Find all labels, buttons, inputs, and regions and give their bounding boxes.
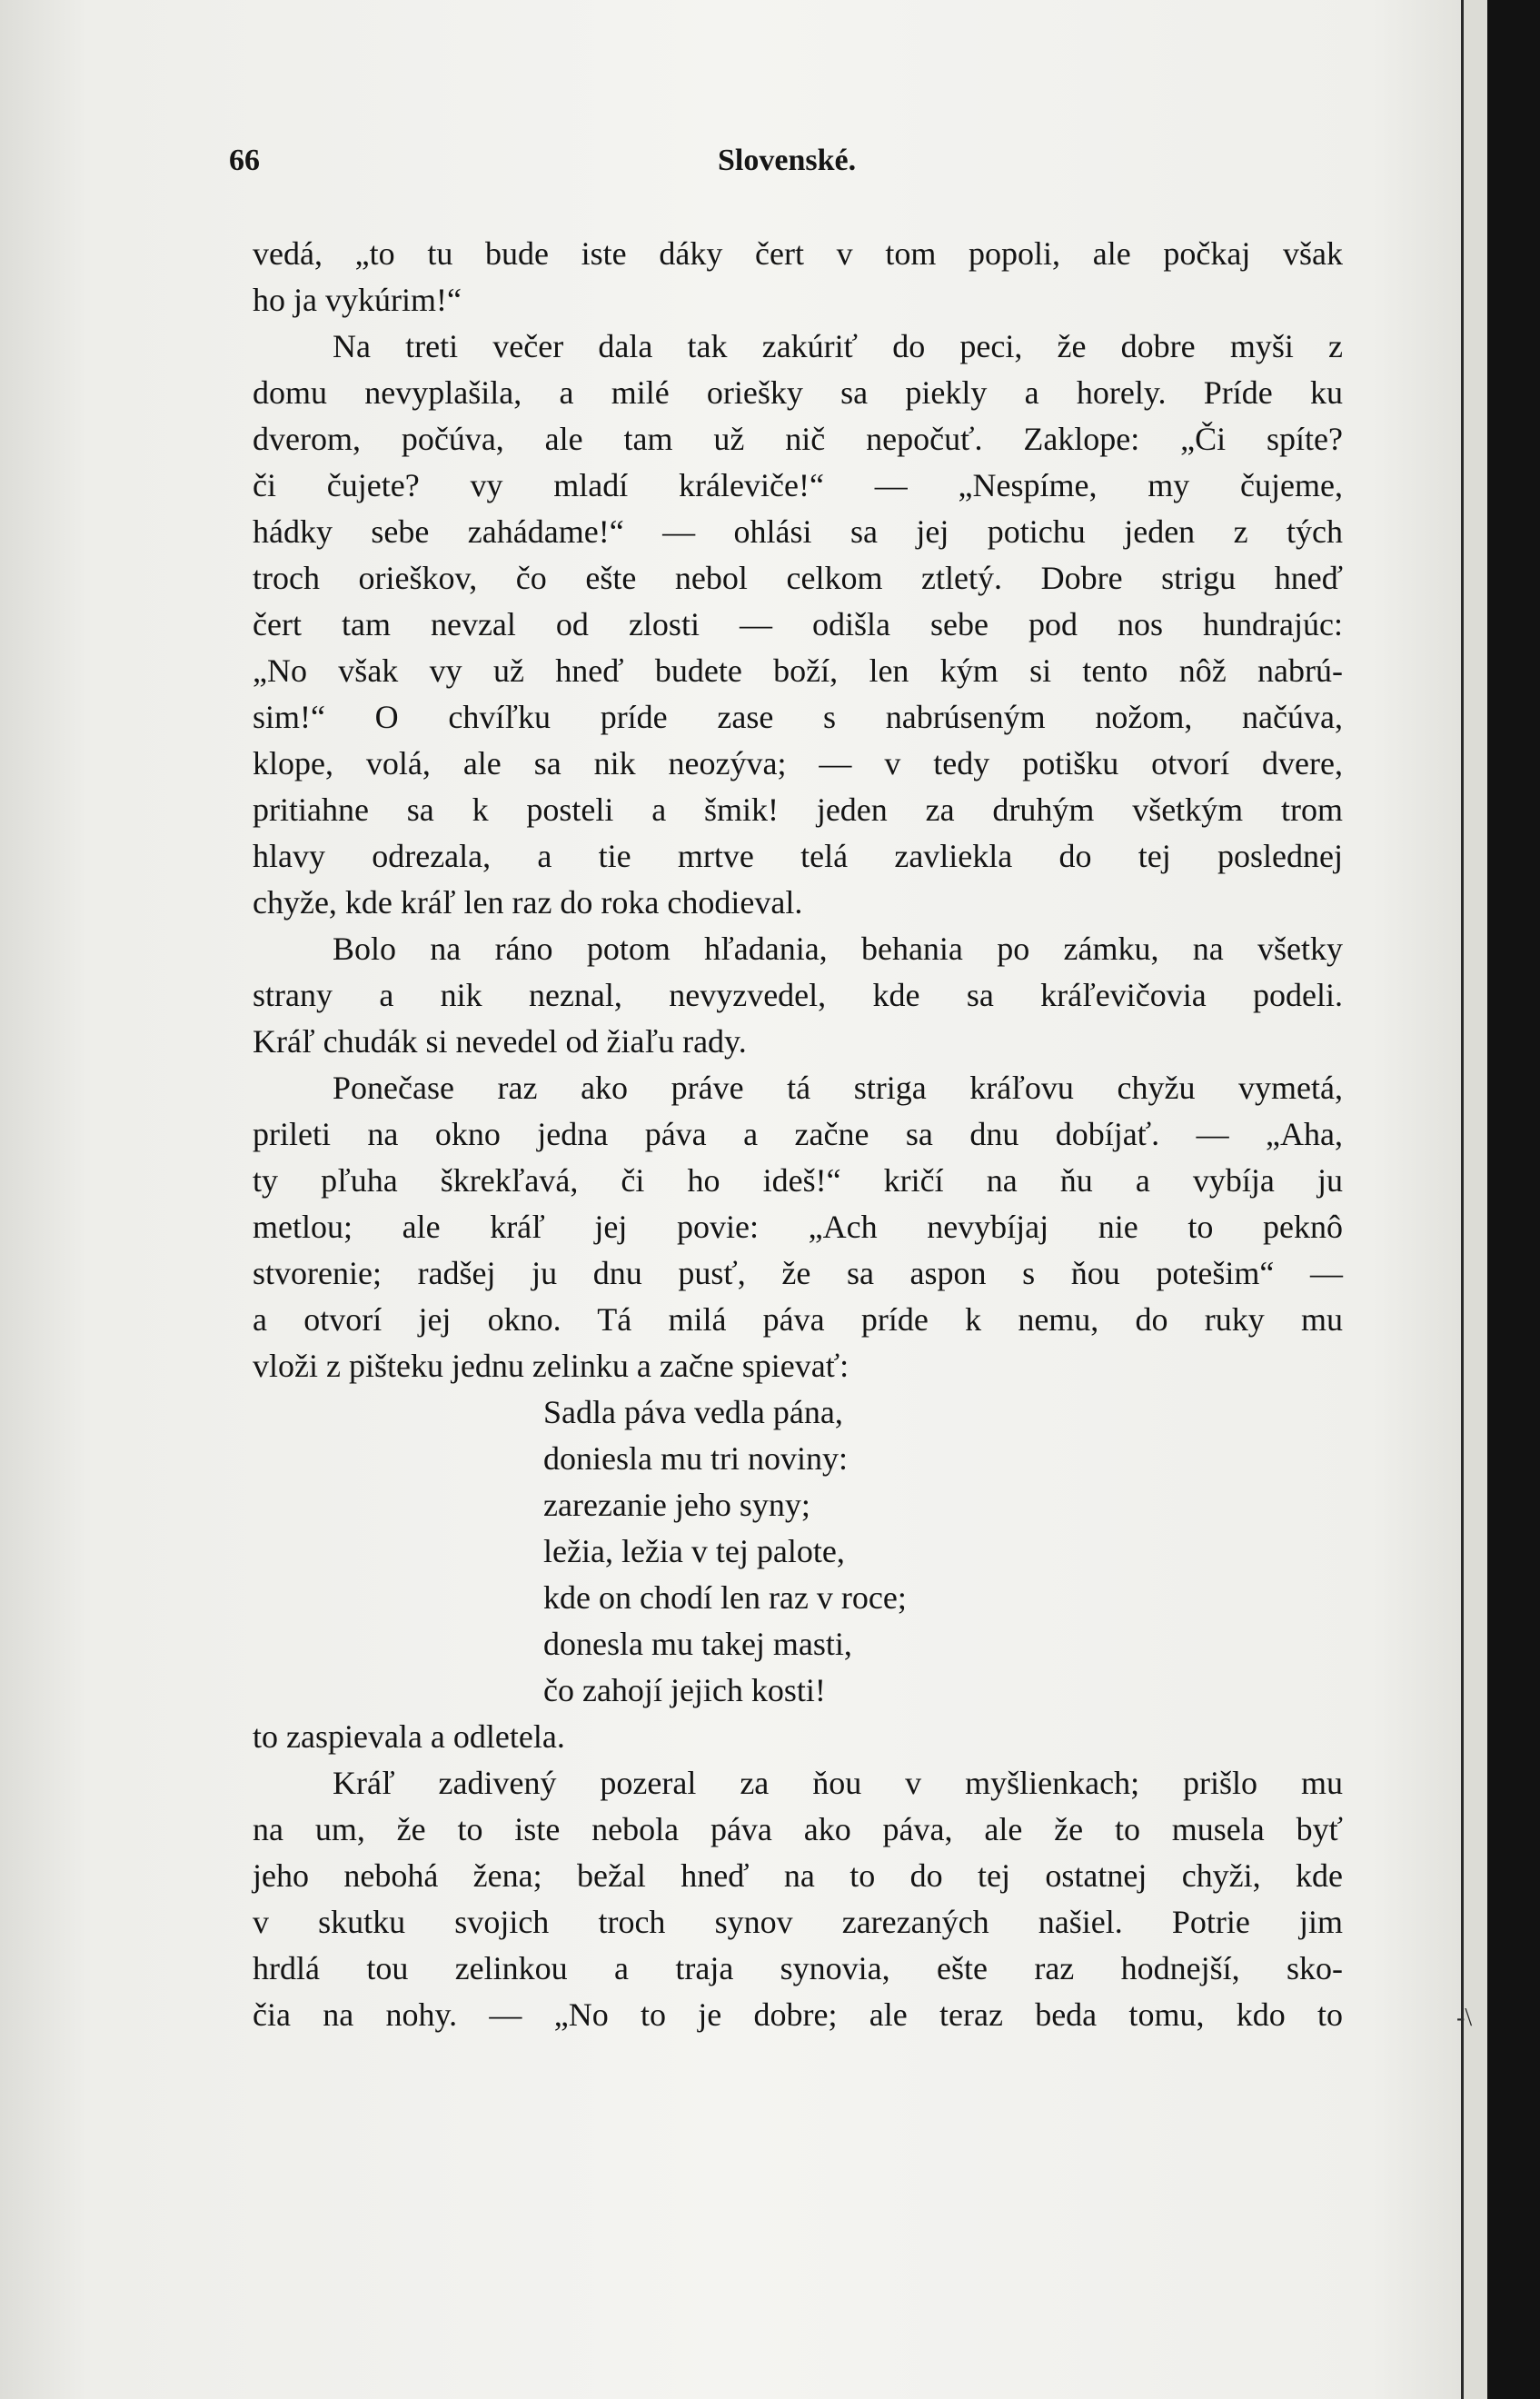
text-line: to zaspievala a odletela. — [253, 1718, 565, 1755]
text-line: klope, volá, ale sa nik neozýva; — v tedy potišku otvorí dvere, — [253, 745, 1343, 781]
text-line: v skutku svojich troch synov zarezaných našiel. Potrie jim — [253, 1904, 1343, 1940]
text-line: hádky sebe zahádame!“ — ohlási sa jej potichu jeden z tých — [253, 513, 1343, 550]
text-line: „No však vy už hneď budete boží, len kým si tento nôž nabrú- — [253, 652, 1343, 689]
text-line: Kráľ chudák si nevedel od žiaľu rady. — [253, 1023, 747, 1060]
text-line: či čujete? vy mladí králeviče!“ — „Nespíme, my čujeme, — [253, 467, 1343, 503]
page-header — [0, 144, 1461, 189]
verse-line: kde on chodí len raz v roce; — [543, 1579, 907, 1616]
text-line: pritiahne sa k posteli a šmik! jeden za druhým všetkým trom — [253, 791, 1343, 828]
text-line: strany a nik neznal, nevyzvedel, kde sa kráľevičovia podeli. — [253, 977, 1343, 1013]
body-text — [253, 231, 1343, 2038]
text-line: domu nevyplašila, a milé oriešky sa piekly a horely. Príde ku — [253, 374, 1343, 411]
verse-line: donesla mu takej masti, — [543, 1626, 852, 1662]
text-line: vloži z pišteku jednu zelinku a začne spievať: — [253, 1348, 849, 1384]
text-line: stvorenie; radšej ju dnu pusť, že sa aspon s ňou potešim“ — — [253, 1255, 1343, 1291]
text-line: ty pľuha škrekľavá, či ho ideš!“ kričí na ňu a vybíja ju — [253, 1162, 1343, 1199]
text-line: Na treti večer dala tak zakúriť do peci, že dobre myši z — [333, 328, 1343, 364]
verse-line: zarezanie jeho syny; — [543, 1487, 810, 1523]
text-line: čert tam nevzal od zlosti — odišla sebe pod nos hundrajúc: — [253, 606, 1343, 642]
text-line: Ponečase raz ako práve tá striga kráľovu chyžu vymetá, — [333, 1070, 1343, 1106]
page-edge — [1461, 0, 1487, 2399]
text-line: hrdlá tou zelinkou a traja synovia, ešte raz hodnejší, sko- — [253, 1950, 1343, 1986]
text-line: a otvorí jej okno. Tá milá páva príde k nemu, do ruky mu — [253, 1301, 1343, 1338]
verse-line: ležia, ležia v tej palote, — [543, 1533, 845, 1569]
text-line: sim!“ O chvíľku príde zase s nabrúseným nožom, načúva, — [253, 699, 1343, 735]
text-line: ho ja vykúrim!“ — [253, 282, 462, 318]
verse-line: Sadla páva vedla pána, — [543, 1394, 843, 1430]
text-line: na um, že to iste nebola páva ako páva, ale že to musela byť — [253, 1811, 1343, 1847]
verse-line: doniesla mu tri noviny: — [543, 1440, 848, 1477]
text-line: prileti na okno jedna páva a začne sa dnu dobíjať. — „Aha, — [253, 1116, 1343, 1152]
margin-mark: -\ — [1456, 2004, 1473, 2032]
text-line: vedá, „to tu bude iste dáky čert v tom popoli, ale počkaj však — [253, 235, 1343, 272]
text-line: Bolo na ráno potom hľadania, behania po zámku, na všetky — [333, 931, 1343, 967]
page-number: 66 — [229, 144, 260, 177]
text-line: jeho nebohá žena; bežal hneď na to do tej ostatnej chyži, kde — [253, 1857, 1343, 1894]
text-line: chyže, kde kráľ len raz do roka chodieval. — [253, 884, 803, 921]
text-line: dverom, počúva, ale tam už nič nepočuť. Zaklope: „Či spíte? — [253, 421, 1343, 457]
text-line: hlavy odrezala, a tie mrtve telá zavliekla do tej poslednej — [253, 838, 1343, 874]
running-title: Slovenské. — [718, 144, 857, 177]
text-line: metlou; ale kráľ jej povie: „Ach nevybíjaj nie to peknô — [253, 1209, 1343, 1245]
text-line: Kráľ zadivený pozeral za ňou v myšlienkach; prišlo mu — [333, 1765, 1343, 1801]
verse-line: čo zahojí jejich kosti! — [543, 1672, 826, 1708]
text-line: troch orieškov, čo ešte nebol celkom ztletý. Dobre strigu hneď — [253, 560, 1343, 596]
text-line: čia na nohy. — „No to je dobre; ale teraz beda tomu, kdo to — [253, 1996, 1343, 2033]
